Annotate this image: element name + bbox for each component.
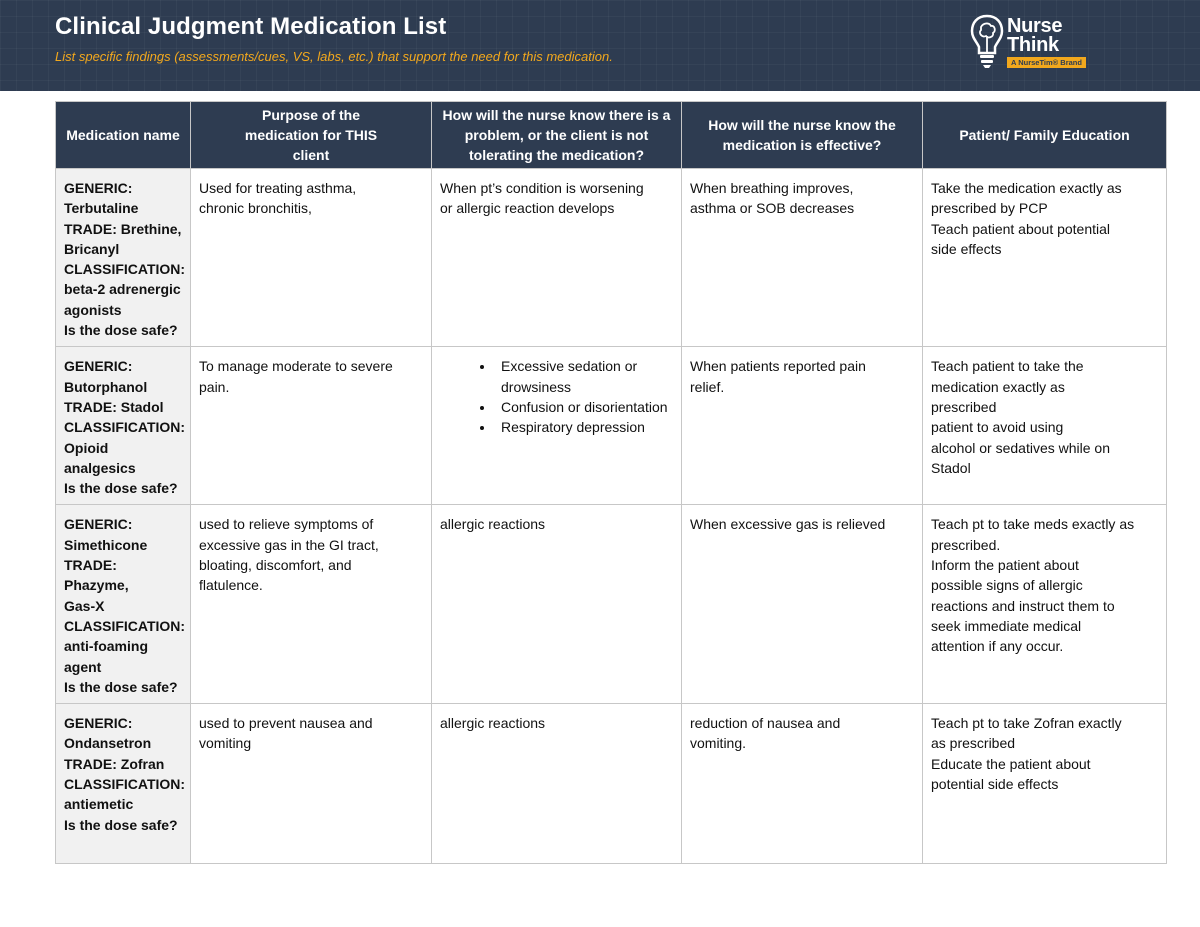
medication-line: agent bbox=[64, 658, 102, 675]
education-line: Educate the patient about bbox=[931, 755, 1091, 772]
purpose-line: Used for treating asthma, bbox=[199, 180, 357, 196]
medication-line: Terbutaline bbox=[64, 200, 139, 217]
effective-line: When patients reported pain bbox=[690, 358, 866, 375]
column-header-education: Patient/ Family Education bbox=[923, 102, 1167, 169]
column-header-effective: How will the nurse know the medication is effective? bbox=[682, 102, 923, 169]
medication-line: CLASSIFICATION: bbox=[64, 419, 186, 436]
logo-word-nurse: Nurse bbox=[1007, 15, 1063, 37]
education-line: Take the medication exactly as bbox=[931, 180, 1122, 196]
medication-line: antiemetic bbox=[64, 796, 134, 813]
column-header-purpose: Purpose of the medication for THIS client bbox=[191, 102, 432, 169]
medication-line: CLASSIFICATION: bbox=[64, 261, 186, 278]
medication-line: Is the dose safe? bbox=[64, 480, 178, 497]
purpose-line: To manage moderate to severe bbox=[199, 358, 393, 375]
education-cell bbox=[923, 347, 1167, 505]
problem-line: allergic reactions bbox=[440, 715, 546, 732]
table-row bbox=[56, 505, 1167, 704]
education-line: Teach patient to take the bbox=[931, 358, 1084, 375]
purpose-line: excessive gas in the GI tract, bbox=[199, 536, 379, 553]
education-line: Stadol bbox=[931, 459, 971, 476]
effective-line: asthma or SOB decreases bbox=[690, 200, 855, 217]
education-line: seek immediate medical bbox=[931, 617, 1082, 634]
medication-line: CLASSIFICATION: bbox=[64, 776, 186, 793]
purpose-line: flatulence. bbox=[199, 577, 263, 594]
table-row bbox=[56, 169, 1167, 347]
effective-cell bbox=[682, 505, 923, 704]
effective-line: When breathing improves, bbox=[690, 180, 854, 196]
medication-name-cell bbox=[56, 704, 191, 864]
medication-table bbox=[55, 101, 1167, 864]
education-line: Teach patient about potential bbox=[931, 220, 1111, 237]
medication-line: Simethicone bbox=[64, 536, 148, 553]
effective-line: vomiting. bbox=[690, 735, 747, 752]
medication-line: TRADE: Phazyme, bbox=[64, 557, 129, 594]
education-line: Teach pt to take meds exactly as bbox=[931, 516, 1135, 533]
medication-line: Opioid analgesics bbox=[64, 439, 136, 476]
purpose-line: vomiting bbox=[199, 735, 252, 752]
problem-line: When pt’s condition is worsening bbox=[440, 180, 644, 196]
purpose-cell bbox=[191, 704, 432, 864]
medication-line: TRADE: Brethine, bbox=[64, 220, 182, 237]
education-cell bbox=[923, 505, 1167, 704]
medication-line: TRADE: Stadol bbox=[64, 398, 164, 415]
problem-cell bbox=[432, 347, 682, 505]
medication-line: Ondansetron bbox=[64, 735, 152, 752]
education-line: prescribed bbox=[931, 398, 997, 415]
list-item: • Excessive sedation or drowsiness bbox=[495, 356, 674, 397]
effective-cell bbox=[682, 347, 923, 505]
list-item: • Respiratory depression bbox=[495, 417, 674, 437]
medication-line: TRADE: Zofran bbox=[64, 755, 165, 772]
education-line: prescribed by PCP bbox=[931, 200, 1048, 217]
medication-line: Is the dose safe? bbox=[64, 678, 178, 695]
nursethink-logo bbox=[969, 12, 1089, 74]
medication-line: Gas-X bbox=[64, 597, 105, 614]
medication-name-cell bbox=[56, 347, 191, 505]
page-subtitle: List specific findings (assessments/cues, VS, labs, etc.) that support the need for this medication. bbox=[55, 49, 613, 64]
medication-line: Bricanyl bbox=[64, 240, 120, 257]
medication-line: Is the dose safe? bbox=[64, 816, 178, 833]
table-row bbox=[56, 347, 1167, 505]
effective-line: relief. bbox=[690, 378, 725, 395]
table-header-row bbox=[56, 102, 1167, 169]
effective-cell bbox=[682, 169, 923, 347]
problem-cell bbox=[432, 505, 682, 704]
education-line: attention if any occur. bbox=[931, 638, 1064, 655]
education-line: Inform the patient about bbox=[931, 557, 1079, 574]
education-line: Teach pt to take Zofran exactly bbox=[931, 715, 1122, 732]
purpose-cell bbox=[191, 505, 432, 704]
medication-line: GENERIC: bbox=[64, 715, 133, 732]
effective-line: reduction of nausea and bbox=[690, 715, 841, 732]
education-line: reactions and instruct them to bbox=[931, 597, 1115, 614]
education-line: possible signs of allergic bbox=[931, 577, 1083, 594]
medication-line: GENERIC: bbox=[64, 516, 133, 533]
effective-cell bbox=[682, 704, 923, 864]
page-title: Clinical Judgment Medication List bbox=[55, 13, 447, 40]
education-line: alcohol or sedatives while on bbox=[931, 439, 1110, 456]
purpose-cell bbox=[191, 169, 432, 347]
education-line: potential side effects bbox=[931, 776, 1059, 793]
education-line: as prescribed bbox=[931, 735, 1016, 752]
medication-line: GENERIC: bbox=[64, 358, 133, 375]
purpose-line: pain. bbox=[199, 378, 230, 395]
medication-line: anti-foaming bbox=[64, 638, 148, 655]
effective-line: When excessive gas is relieved bbox=[690, 516, 886, 533]
list-item: • Confusion or disorientation bbox=[495, 397, 674, 417]
page-header bbox=[0, 0, 1200, 91]
medication-name-cell bbox=[56, 169, 191, 347]
medication-line: GENERIC: bbox=[64, 180, 133, 196]
purpose-line: used to relieve symptoms of bbox=[199, 516, 374, 533]
purpose-line: chronic bronchitis, bbox=[199, 200, 312, 217]
education-line: prescribed. bbox=[931, 536, 1001, 553]
table-row bbox=[56, 704, 1167, 864]
medication-line: agonists bbox=[64, 301, 122, 318]
medication-line: CLASSIFICATION: bbox=[64, 617, 186, 634]
education-cell bbox=[923, 169, 1167, 347]
problem-line: or allergic reaction develops bbox=[440, 200, 615, 217]
purpose-cell bbox=[191, 347, 432, 505]
purpose-line: used to prevent nausea and bbox=[199, 715, 373, 732]
medication-line: Is the dose safe? bbox=[64, 322, 178, 339]
problem-bullet-list bbox=[440, 356, 674, 437]
education-cell bbox=[923, 704, 1167, 864]
problem-cell bbox=[432, 169, 682, 347]
medication-line: Butorphanol bbox=[64, 378, 148, 395]
lightbulb-brain-icon bbox=[969, 12, 1005, 72]
column-header-problem: How will the nurse know there is a problem, or the client is not tolerating the medication? bbox=[432, 102, 682, 169]
column-header-medication-name: Medication name bbox=[56, 102, 191, 169]
problem-line: allergic reactions bbox=[440, 516, 546, 533]
logo-tagline: A NurseTim® Brand bbox=[1007, 57, 1086, 68]
medication-name-cell bbox=[56, 505, 191, 704]
purpose-line: bloating, discomfort, and bbox=[199, 557, 352, 574]
education-line: patient to avoid using bbox=[931, 419, 1064, 436]
education-line: side effects bbox=[931, 240, 1002, 257]
education-line: medication exactly as bbox=[931, 378, 1065, 395]
medication-line: beta-2 adrenergic bbox=[64, 281, 181, 298]
problem-cell bbox=[432, 704, 682, 864]
logo-word-think: Think bbox=[1007, 34, 1059, 56]
